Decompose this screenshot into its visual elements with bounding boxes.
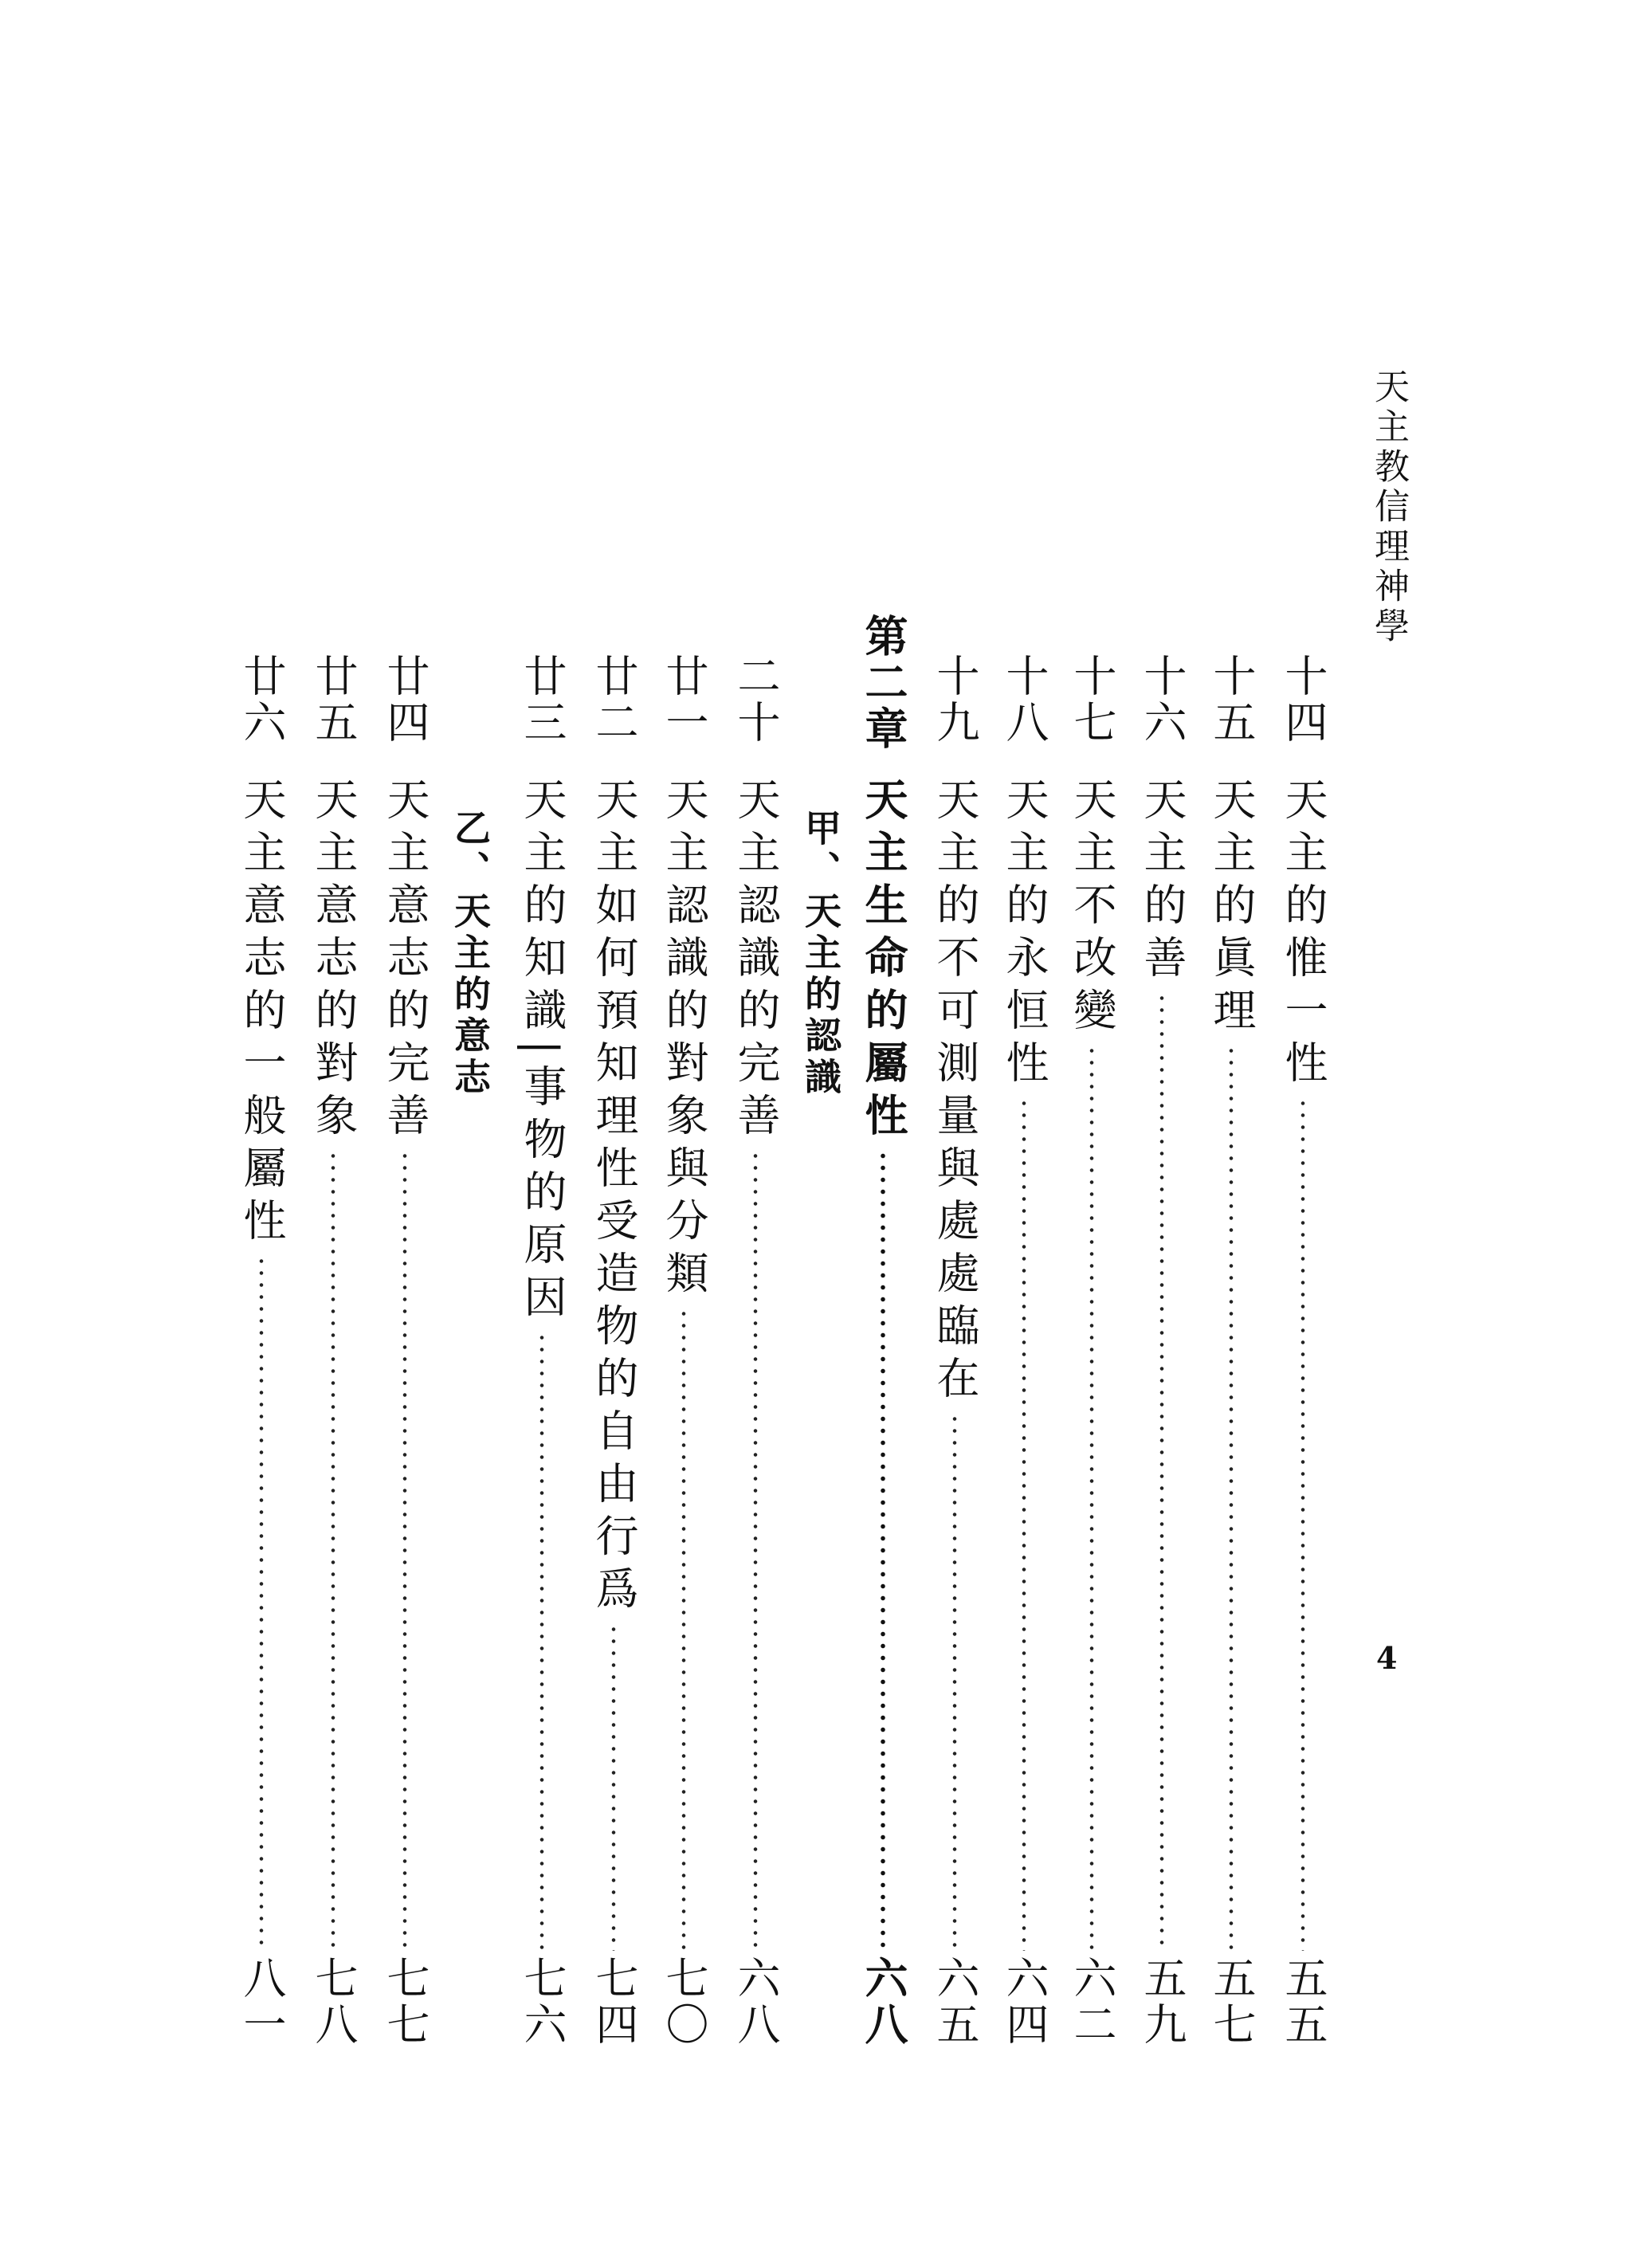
toc-entry xyxy=(373,653,437,2048)
entry-page: 六四 xyxy=(999,1956,1049,2048)
entry-number: 十七 xyxy=(1067,653,1117,746)
entry-page: 七八 xyxy=(308,1956,359,2048)
entry-page: 七六 xyxy=(517,1956,567,2048)
entry-number: 廿三 xyxy=(517,653,567,746)
toc-entry xyxy=(230,653,293,2048)
entry-page: 六八 xyxy=(858,1956,908,2048)
entry-title: 天主認識的完善 xyxy=(731,777,781,1145)
toc-entry xyxy=(992,653,1056,2048)
entry-title: 天主的不可測量與處處臨在 xyxy=(930,777,980,1408)
entry-number: 十四 xyxy=(1278,653,1328,746)
toc-entry xyxy=(1271,653,1335,2048)
dot-leader xyxy=(1300,1097,1305,1951)
toc-entry xyxy=(510,653,574,2048)
dot-leader xyxy=(681,1308,686,1951)
entry-page: 八一 xyxy=(237,1956,287,2048)
toc-entry xyxy=(652,653,716,2048)
entry-page: 六五 xyxy=(930,1956,980,2048)
entry-page: 七四 xyxy=(589,1956,639,2048)
dot-leader xyxy=(952,1413,957,1951)
dot-leader xyxy=(259,1255,264,1951)
section-heading: 甲、天主的認識 xyxy=(799,809,842,1099)
toc-section-heading xyxy=(789,653,853,2048)
entry-number: 廿四 xyxy=(380,653,430,746)
entry-number: 二十 xyxy=(731,653,781,746)
entry-page: 六八 xyxy=(731,1956,781,2048)
entry-title: 天主意志的一般屬性 xyxy=(237,777,287,1250)
toc-section-heading xyxy=(438,653,502,2048)
entry-title: 天主不改變 xyxy=(1067,777,1117,1040)
dot-leader xyxy=(539,1332,544,1951)
chapter-number: 第二章 xyxy=(858,614,908,752)
toc-entry xyxy=(582,653,645,2048)
toc-entry xyxy=(301,653,365,2048)
dot-leader xyxy=(1022,1097,1026,1951)
entry-page: 六二 xyxy=(1067,1956,1117,2048)
entry-title: 天主的知識|事物的原因 xyxy=(517,777,567,1328)
dot-leader xyxy=(331,1150,335,1951)
toc-entry xyxy=(1060,653,1124,2048)
running-head: 天主教信理神學 xyxy=(1368,368,1409,647)
entry-number: 十九 xyxy=(930,653,980,746)
entry-title: 天主的善 xyxy=(1137,777,1187,987)
toc-entry xyxy=(923,653,987,2048)
dot-leader xyxy=(611,1623,616,1951)
toc-entry xyxy=(1130,653,1194,2048)
entry-number: 十八 xyxy=(999,653,1049,746)
entry-number: 十五 xyxy=(1206,653,1257,746)
chapter-title: 天主生命的屬性 xyxy=(858,777,908,1145)
page-number: 4 xyxy=(1376,1640,1398,1676)
dot-leader xyxy=(881,1150,885,1951)
entry-number: 廿五 xyxy=(308,653,359,746)
toc-entry xyxy=(1199,653,1263,2048)
entry-number: 廿二 xyxy=(589,653,639,746)
dot-leader xyxy=(1159,992,1164,1951)
entry-page: 七〇 xyxy=(659,1956,709,2048)
toc-chapter-entry xyxy=(851,614,915,2048)
dot-leader xyxy=(753,1150,758,1951)
entry-number: 廿一 xyxy=(659,653,709,746)
entry-page: 五五 xyxy=(1278,1956,1328,2048)
dot-leader xyxy=(1089,1045,1094,1951)
entry-page: 五九 xyxy=(1137,1956,1187,2048)
entry-title: 天主的惟一性 xyxy=(1278,777,1328,1093)
entry-title: 天主如何預知理性受造物的自由行爲 xyxy=(589,777,639,1619)
dot-leader xyxy=(1229,1045,1234,1951)
entry-title: 天主意志的對象 xyxy=(308,777,359,1145)
entry-title: 天主的眞理 xyxy=(1206,777,1257,1040)
entry-number: 廿六 xyxy=(237,653,287,746)
toc-entry xyxy=(724,653,787,2048)
dot-leader xyxy=(402,1150,407,1951)
entry-title: 天主意志的完善 xyxy=(380,777,430,1145)
entry-title: 天主認識的對象與分類 xyxy=(659,777,709,1303)
entry-number: 十六 xyxy=(1137,653,1187,746)
entry-page: 五七 xyxy=(1206,1956,1257,2048)
entry-page: 七七 xyxy=(380,1956,430,2048)
section-heading: 乙、天主的意志 xyxy=(449,809,492,1099)
entry-title: 天主的永恒性 xyxy=(999,777,1049,1093)
